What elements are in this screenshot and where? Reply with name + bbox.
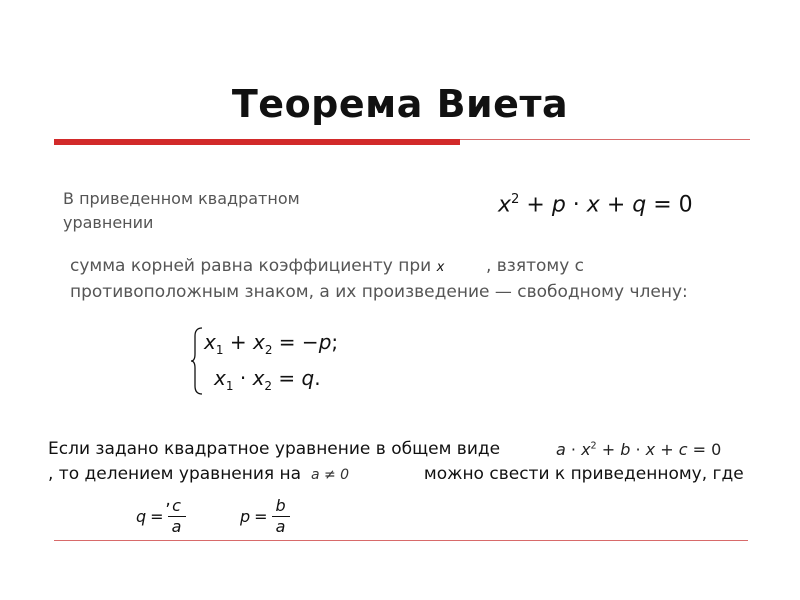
vieta-statement [70,254,730,305]
title-underline-thin [460,139,750,140]
left-brace-icon [190,326,204,396]
system-product-equation: $x_1 \cdot x_2 = q$. [214,366,321,393]
system-sum-equation: $x_1 + x_2 = -p$; [204,330,339,357]
a-ne-zero: a ≠ 0 [306,467,350,483]
title-underline-accent [54,139,460,145]
intro-text: В приведенном квадратном уравнении [63,189,300,232]
variable-x-inline: x [436,260,445,275]
p-over-a-formula: p = $\frac{b}{a}$ [240,497,290,536]
bottom-rule [54,540,748,541]
general-part2: , то делением уравнения на [48,464,302,484]
general-part1: Если задано квадратное уравнение в общем виде [48,439,501,459]
general-quadratic-equation: $a \cdot x^2 + b \cdot x + c = 0$ [556,440,722,459]
vieta-system [190,326,370,394]
general-part3: можно свести к приведенному, где [423,464,744,484]
general-part4: , [165,490,171,510]
statement-part1: сумма корней равна коэффициенту при [70,256,432,276]
slide-title: Теорема Виета [231,82,569,126]
q-over-a-formula: q = $\frac{c}{a}$ [136,497,186,536]
statement-part2: , взятому с противоположным знаком, а их произведение — свободному члену: [70,256,688,302]
reduced-quadratic-equation: $x^2 + p \cdot x + q = 0$ [498,192,693,218]
